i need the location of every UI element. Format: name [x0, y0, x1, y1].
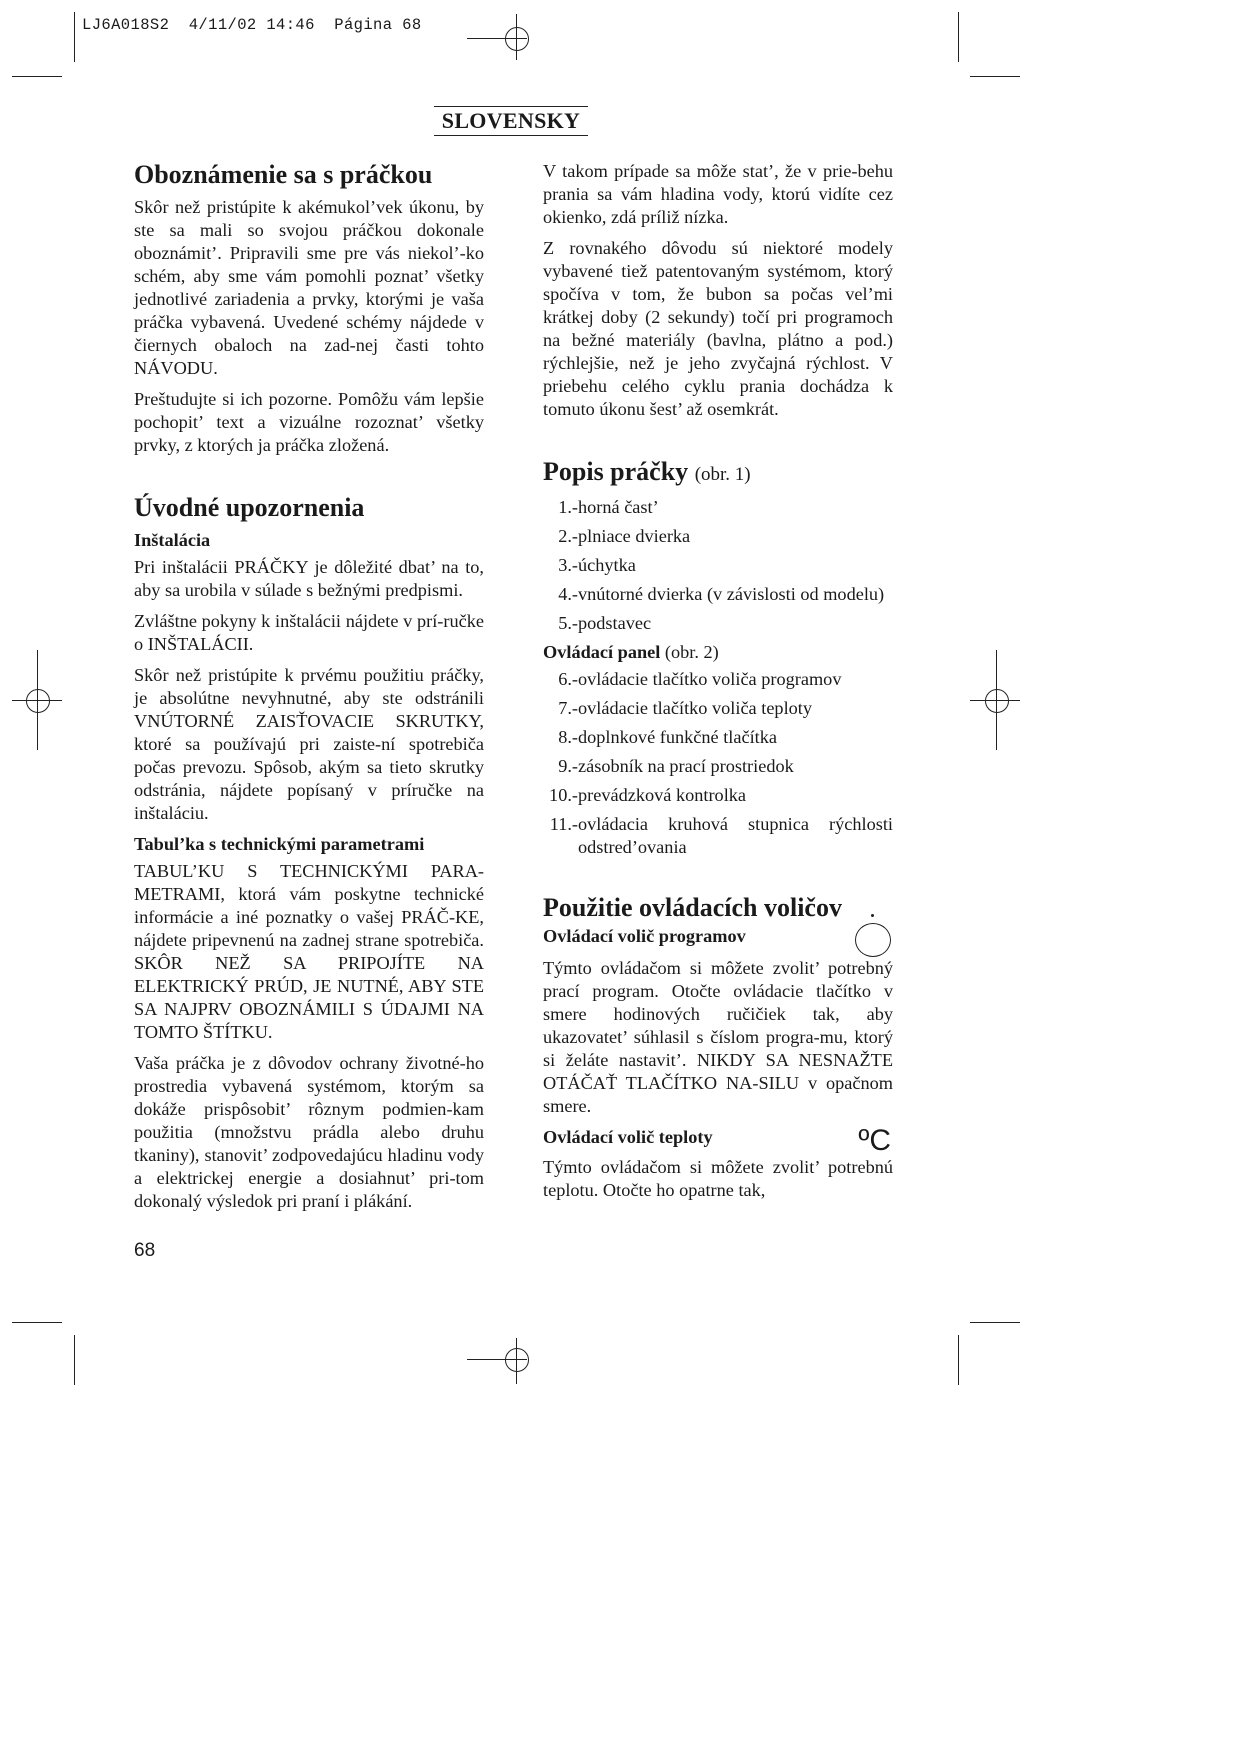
- subsection-header-row: [543, 1126, 893, 1156]
- list-item-text: úchytka: [578, 555, 636, 575]
- section-title: Oboznámenie sa s práčkou: [134, 160, 433, 189]
- crop-mark: [74, 1335, 75, 1385]
- list-item-number: 2.-: [558, 526, 578, 546]
- list-item-number: 8.-: [558, 727, 578, 747]
- paragraph: Z rovnakého dôvodu sú niektoré modely vybavené tiež patentovaným systémom, ktorý spočíva v tom, že bubon sa počas vel’mi krátkej doby (2 sekundy) točí pri programoch na bežné materiály (bavlna, plátno a pod.) rýchlejšie, než je jeho zvyčajná rýchlost. V priebehu celého cyklu prania dochádza k tomuto úkonu šest’ až osemkrát.: [543, 238, 893, 419]
- list-item: [543, 583, 893, 606]
- subsection-title: [543, 641, 893, 664]
- crop-mark: [958, 12, 959, 62]
- paragraph: Zvláštne pokyny k inštalácii nájdete v prí-ručke o INŠTALÁCII.: [134, 611, 484, 654]
- list-item-number: 10.-: [549, 785, 578, 805]
- subsection-title-text: Ovládací panel: [543, 642, 661, 662]
- subsection-title: Ovládací volič programov: [543, 926, 746, 946]
- paragraph: Týmto ovládačom si môžete zvolit’ potrebný prací program. Otočte ovládacie tlačítko v smere hodinových ručičiek tak, aby ukazovatet’ súhlasil s číslom progra-mu, ktorý si želáte nastavit’. NIKDY SA NESNAŽTE OTÁČAŤ TLAČÍTKO NA-SILU v opačnom smere.: [543, 958, 893, 1116]
- language-header: SLOVENSKY: [434, 106, 588, 136]
- paragraph: Skôr než pristúpite k akémukol’vek úkonu, by ste sa mali so svojou práčkou dokonale oboznámit’. Pripravili sme pre vás niekol’-ko schém, aby sme vám pomohli poznat’ všetky jednotlivé zariadenia a prvky, ktorými je vaša práčka vybavená. Uvedené schémy nájdede v čiernych obaloch na zad-nej časti tohto NÁVODU.: [134, 197, 484, 378]
- subsection-title: Tabul’ka s technickými parametrami: [134, 834, 425, 854]
- list-item-text: doplnkové funkčné tlačítka: [578, 727, 777, 747]
- list-item-text: podstavec: [578, 613, 652, 633]
- list-item-number: 9.-: [558, 756, 578, 776]
- paragraph: Týmto ovládačom si môžete zvolit’ potrebnú teplotu. Otočte ho opatrne tak,: [543, 1157, 893, 1200]
- figure-reference: (obr. 1): [694, 464, 751, 485]
- list-item-text: prevádzková kontrolka: [578, 785, 747, 805]
- list-item-text: horná čast’: [578, 497, 659, 517]
- paragraph: TABUL’KU S TECHNICKÝMI PARA-METRAMI, ktorá vám poskytne technické informácie a iné poznatky o vašej PRÁČ-KE, nájdete pripevnenú na zadnej strane spotrebiča. SKÔR NEŽ SA PRIPOJÍTE NA ELEKTRICKÝ PRÚD, JE NUTNÉ, ABY STE SA NAJPRV OBOZNÁMILI S ÚDAJMI NA TOMTO ŠTÍTKU.: [134, 861, 484, 1042]
- list-item: [543, 554, 893, 577]
- crop-mark: [970, 76, 1020, 77]
- paragraph: V takom prípade sa môže stat’, že v prie-behu prania sa vám hladina vody, ktorú vidíte cez okienko, zdá príliž nízka.: [543, 161, 893, 227]
- list-item-number: 4.-: [558, 584, 578, 604]
- paragraph: Pri inštalácii PRÁČKY je dôležité dbat’ na to, aby sa urobila v súlade s bežnými predpismi.: [134, 557, 484, 600]
- list-item-number: 7.-: [558, 698, 578, 718]
- list-item-number: 11.-: [549, 814, 578, 834]
- program-selector-icon: [855, 923, 891, 957]
- list-item: [543, 496, 893, 519]
- figure-reference: (obr. 2): [664, 642, 719, 662]
- subsection-title: Ovládací volič teploty: [543, 1127, 713, 1147]
- list-item: [543, 697, 893, 720]
- list-item-text: ovládacie tlačítko voliča teploty: [578, 698, 813, 718]
- list-item: [543, 784, 893, 807]
- list-item-number: 6.-: [558, 669, 578, 689]
- list-item-number: 1.-: [558, 497, 578, 517]
- section-title: Úvodné upozornenia: [134, 493, 365, 522]
- parts-list: [543, 496, 893, 635]
- paragraph: Vaša práčka je z dôvodov ochrany životné-ho prostredia vybavená systémom, ktorým sa dokáže prispôsobit’ rôznym podmien-kam použitia (množstvu prádla alebo druhu tkaniny), stanovit’ zodpovedajúcu hladinu vody a elektrickej energie a dosiahnut’ pri-tom dokonalý výsledok pri praní i plákání.: [134, 1053, 484, 1211]
- list-item: [543, 813, 893, 859]
- list-item: [543, 612, 893, 635]
- crop-mark: [74, 12, 75, 62]
- print-slug: LJ6A018S2 4/11/02 14:46 Página 68: [82, 16, 422, 34]
- list-item-text: vnútorné dvierka (v závislosti od modelu): [578, 584, 885, 604]
- left-column: [134, 160, 484, 1221]
- list-item-text: zásobník na prací prostriedok: [578, 756, 794, 776]
- panel-list: [543, 668, 893, 859]
- section-title: [543, 457, 893, 490]
- list-item-text: ovládacie tlačítko voliča programov: [578, 669, 842, 689]
- list-item: [543, 668, 893, 691]
- crop-mark: [12, 76, 62, 77]
- list-item-number: 3.-: [558, 555, 578, 575]
- subsection-title: Inštalácia: [134, 530, 211, 550]
- crop-mark: [958, 1335, 959, 1385]
- crop-mark: [970, 1322, 1020, 1323]
- paragraph: Preštudujte si ich pozorne. Pomôžu vám lepšie pochopit’ text a vizuálne rozoznat’ všetky prvky, z ktorých ja práčka zložená.: [134, 389, 484, 455]
- section-header-row: [543, 893, 893, 957]
- temperature-icon: ºC: [858, 1124, 891, 1157]
- right-column: [543, 160, 893, 1210]
- list-item: [543, 726, 893, 749]
- list-item: [543, 525, 893, 548]
- paragraph: Skôr než pristúpite k prvému použitiu práčky, je absolútne nevyhnutné, aby ste odstránili VNÚTORNÉ ZAISŤOVACIE SKRUTKY, ktoré sa používajú pri zaiste-ní spotrebiča počas prevozu. Spôsob, akým sa tieto skrutky odstránia, nájdete popísaný v príručke na inštaláciu.: [134, 665, 484, 823]
- page-number: 68: [134, 1240, 156, 1261]
- list-item-text: plniace dvierka: [578, 526, 691, 546]
- list-item-text: ovládacia kruhová stupnica rýchlosti odstred’ovania: [578, 814, 893, 857]
- section-title: Použitie ovládacích voličov: [543, 893, 842, 922]
- list-item-number: 5.-: [558, 613, 578, 633]
- list-item: [543, 755, 893, 778]
- section-title-text: Popis práčky: [543, 457, 689, 486]
- crop-mark: [12, 1322, 62, 1323]
